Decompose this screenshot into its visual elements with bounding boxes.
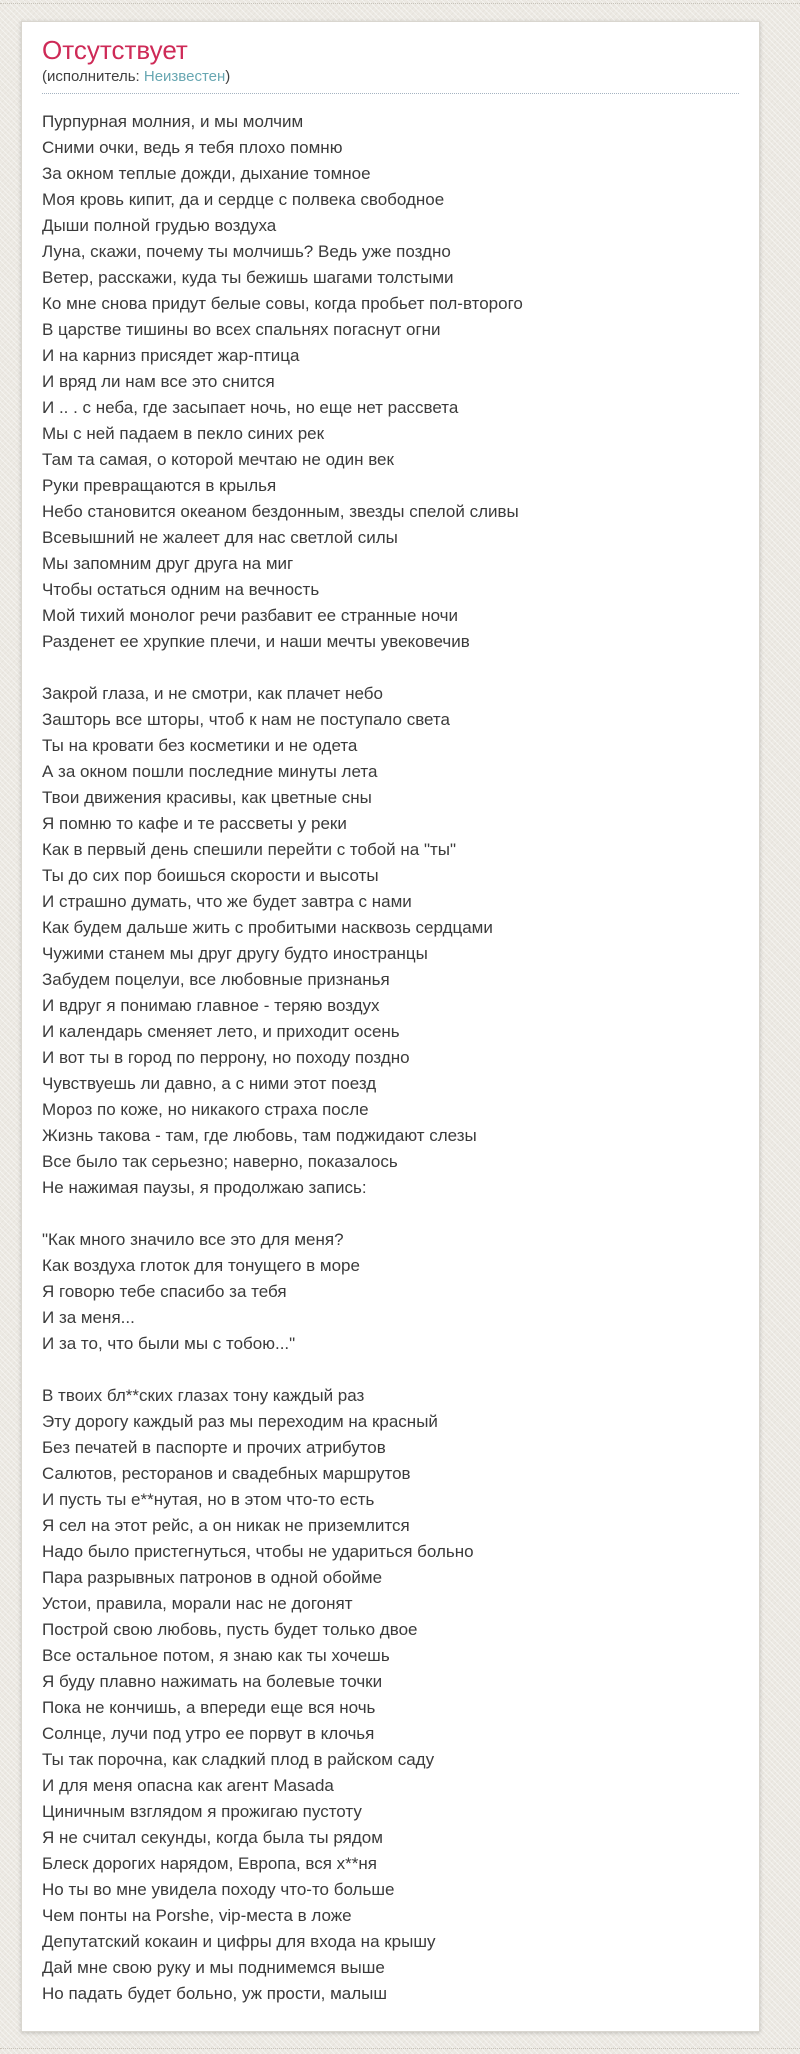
lyric-line: Все остальное потом, я знаю как ты хочешь [42,1646,390,1665]
lyric-line: Небо становится океаном бездонным, звезды спелой сливы [42,502,519,521]
lyric-line: Без печатей в паспорте и прочих атрибутов [42,1438,386,1457]
lyric-line: Всевышний не жалеет для нас светлой силы [42,528,398,547]
artist-label-prefix: (исполнитель: [42,68,144,85]
lyric-line: Не нажимая паузы, я продолжаю запись: [42,1178,367,1197]
page-top-dotted-border [0,3,800,4]
stanza [42,1383,739,2007]
artist-line [42,67,739,94]
lyric-line: Чувствуешь ли давно, а с ними этот поезд [42,1074,377,1093]
lyric-line: Твои движения красивы, как цветные сны [42,788,372,807]
song-title: Отсутствует [42,35,188,65]
artist-label-suffix: ) [225,68,231,85]
lyric-line: Я помню то кафе и те рассветы у реки [42,814,347,833]
lyric-line: Блеск дорогих нарядом, Европа, вся х**ня [42,1854,378,1873]
lyric-line: "Как много значило все это для меня? [42,1230,344,1249]
lyric-line: Ты на кровати без косметики и не одета [42,736,358,755]
lyric-line: Но падать будет больно, уж прости, малыш [42,1984,388,2003]
lyric-line: И за то, что были мы с тобою..." [42,1334,296,1353]
lyric-line: В царстве тишины во всех спальнях погаснут огни [42,320,441,339]
lyric-line: Зашторь все шторы, чтоб к нам не поступало света [42,710,450,729]
lyric-line: Там та самая, о которой мечтаю не один век [42,450,394,469]
lyric-line: Депутатский кокаин и цифры для входа на крышу [42,1932,436,1951]
lyric-line: Ветер, расскажи, куда ты бежишь шагами толстыми [42,268,454,287]
lyric-line: Мы с ней падаем в пекло синих рек [42,424,325,443]
lyric-line: Но ты во мне увидела походу что-то больше [42,1880,395,1899]
lyric-line: Я буду плавно нажимать на болевые точки [42,1672,383,1691]
lyric-line: И на карниз присядет жар-птица [42,346,300,365]
lyric-line: Забудем поцелуи, все любовные признанья [42,970,390,989]
lyric-line: Пара разрывных патронов в одной обойме [42,1568,383,1587]
lyric-line: Чтобы остаться одним на вечность [42,580,320,599]
lyric-line: Чем понты на Porshe, vip-места в ложе [42,1906,352,1925]
lyric-line: Устои, правила, морали нас не догонят [42,1594,353,1613]
lyrics [42,109,739,2007]
lyric-line: Ты до сих пор боишься скорости и высоты [42,866,379,885]
lyric-line: Я говорю тебе спасибо за тебя [42,1282,287,1301]
lyric-line: Дыши полной грудью воздуха [42,216,277,235]
lyric-line: И календарь сменяет лето, и приходит осень [42,1022,400,1041]
lyric-line: Луна, скажи, почему ты молчишь? Ведь уже поздно [42,242,451,261]
artist-link[interactable]: Неизвестен [143,68,226,85]
lyric-line: Мороз по коже, но никакого страха после [42,1100,369,1119]
lyric-line: Руки превращаются в крылья [42,476,277,495]
lyric-line: Мы запомним друг друга на миг [42,554,294,573]
lyric-line: Надо было пристегнуться, чтобы не удариться больно [42,1542,474,1561]
lyric-line: И для меня опасна как агент Masada [42,1776,334,1795]
lyric-line: Салютов, ресторанов и свадебных маршрутов [42,1464,411,1483]
stanza [42,681,739,1201]
lyric-line: Эту дорогу каждый раз мы переходим на красный [42,1412,438,1431]
lyric-line: А за окном пошли последние минуты лета [42,762,378,781]
lyric-line: Моя кровь кипит, да и сердце с полвека свободное [42,190,445,209]
lyric-line: Все было так серьезно; наверно, показалось [42,1152,398,1171]
stanza [42,109,739,655]
lyric-line: И вот ты в город по перрону, но походу поздно [42,1048,410,1067]
lyric-line: Дай мне свою руку и мы поднимемся выше [42,1958,385,1977]
lyric-line: Я не считал секунды, когда была ты рядом [42,1828,383,1847]
lyric-line: Как воздуха глоток для тонущего в море [42,1256,360,1275]
lyric-line: Я сел на этот рейс, а он никак не приземлится [42,1516,410,1535]
lyric-line: Ко мне снова придут белые совы, когда пробьет пол-второго [42,294,523,313]
lyric-line: Как в первый день спешили перейти с тобой на "ты" [42,840,457,859]
lyric-line: И вряд ли нам все это снится [42,372,275,391]
lyric-line: Разденет ее хрупкие плечи, и наши мечты увековечив [42,632,470,651]
lyric-line: И .. . с неба, где засыпает ночь, но еще нет рассвета [42,398,459,417]
lyric-line: Сними очки, ведь я тебя плохо помню [42,138,343,157]
lyric-line: И пусть ты е**нутая, но в этом что-то есть [42,1490,375,1509]
lyric-line: Ты так порочна, как сладкий плод в райском саду [42,1750,435,1769]
lyric-line: Пока не кончишь, а впереди еще вся ночь [42,1698,376,1717]
lyric-line: Чужими станем мы друг другу будто иностранцы [42,944,428,963]
stanza [42,1227,739,1357]
lyric-line: В твоих бл**ских глазах тону каждый раз [42,1386,365,1405]
lyric-line: И за меня... [42,1308,135,1327]
lyric-line: И страшно думать, что же будет завтра с нами [42,892,412,911]
page-bottom-dotted-border [0,2048,800,2049]
lyric-line: Построй свою любовь, пусть будет только двое [42,1620,418,1639]
lyric-line: И вдруг я понимаю главное - теряю воздух [42,996,380,1015]
lyrics-card [21,21,760,2032]
lyric-line: Жизнь такова - там, где любовь, там поджидают слезы [42,1126,477,1145]
lyric-line: За окном теплые дожди, дыхание томное [42,164,371,183]
lyric-line: Закрой глаза, и не смотри, как плачет небо [42,684,383,703]
lyric-line: Циничным взглядом я прожигаю пустоту [42,1802,362,1821]
lyric-line: Мой тихий монолог речи разбавит ее странные ночи [42,606,459,625]
lyric-line: Солнце, лучи под утро ее порвут в клочья [42,1724,375,1743]
lyric-line: Пурпурная молния, и мы молчим [42,112,304,131]
lyric-line: Как будем дальше жить с пробитыми насквозь сердцами [42,918,493,937]
